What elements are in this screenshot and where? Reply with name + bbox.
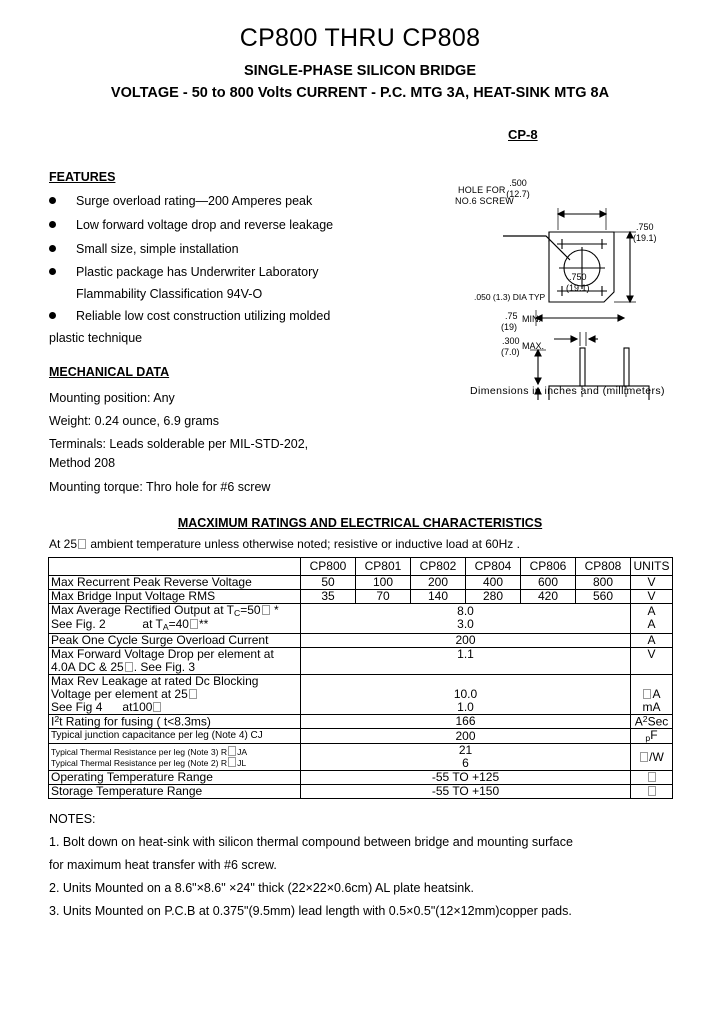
value-line: 1.0 <box>457 699 474 714</box>
bullet-icon <box>49 245 56 252</box>
table-row <box>49 771 673 785</box>
feature-label: Reliable low cost construction utilizing molded <box>76 309 331 323</box>
value-cell-merged: -55 TO +125 <box>301 771 631 785</box>
param-peak-one-cycle-surge-overload-current: Peak One Cycle Surge Overload Current <box>49 633 301 647</box>
superscript-2: 2 <box>54 713 60 724</box>
features-heading: FEATURES <box>49 170 116 184</box>
value-cell-merged: 200 <box>301 728 631 743</box>
column-header-units: UNITS <box>631 558 673 576</box>
subtitle-device-type: SINGLE-PHASE SILICON BRIDGE <box>243 63 477 79</box>
footnote-marker: ** <box>198 617 209 632</box>
package-label: CP-8 <box>508 127 538 142</box>
micro-symbol-icon <box>643 689 651 699</box>
param-line: Max Rev Leakage at rated Dc Blocking <box>51 673 259 688</box>
mechanical-line-1: Mounting position: Any <box>49 391 175 405</box>
page-title: CP800 THRU CP808 <box>239 24 481 52</box>
value-cell: 600 <box>521 576 576 590</box>
mechanical-line-2: Weight: 0.24 ounce, 6.9 grams <box>49 414 220 428</box>
feature-item-5 <box>49 309 419 323</box>
table-header-row <box>49 558 673 576</box>
table-row <box>49 728 673 743</box>
note-3: 3. Units Mounted on P.C.B at 0.375"(9.5mm) lead length with 0.5×0.5"(12×12mm)copper pads. <box>49 904 572 918</box>
value-cell-merged: 1.1 <box>301 647 631 674</box>
note-2: 2. Units Mounted on a 8.6"×8.6" ×24" thick (22×22×0.6cm) AL plate heatsink. <box>49 881 474 895</box>
param-text: I <box>51 713 55 728</box>
param-line <box>51 661 298 674</box>
bullet-icon <box>49 197 56 204</box>
param-text: Max Average Rectified Output at T <box>51 602 234 617</box>
param-max-bridge-input-voltage-rms: Max Bridge Input Voltage RMS <box>49 589 301 603</box>
param-operating-temperature-range: Operating Temperature Range <box>49 771 301 785</box>
spacer <box>303 675 628 688</box>
degree-symbol-icon <box>189 689 197 699</box>
param-line <box>51 701 298 714</box>
param-text: Voltage per element at 25 <box>51 686 188 701</box>
unit-text: Sec <box>647 713 669 728</box>
degree-symbol-icon <box>648 772 656 782</box>
unit-cell <box>631 785 673 799</box>
param-max-recurrent-peak-reverse-voltage: Max Recurrent Peak Reverse Voltage <box>49 576 301 590</box>
value-cell-merged <box>301 744 631 771</box>
feature-item-5-continued: plastic technique <box>49 331 143 345</box>
feature-label: Plastic package has Underwriter Laboratory <box>76 265 319 279</box>
param-text: t Rating for fusing ( t<8.3ms) <box>59 713 211 728</box>
feature-item-4-continued: Flammability Classification 94V-O <box>76 287 263 301</box>
notes-section <box>49 812 679 927</box>
mechanical-line-3: Terminals: Leads solderable per MIL-STD-202, <box>49 437 309 451</box>
bullet-icon <box>49 221 56 228</box>
param-text: at100 <box>122 699 153 714</box>
unit-text: F <box>650 727 658 742</box>
dim-right-height-mm: (19.1) <box>633 233 657 243</box>
param-text: Typical Thermal Resistance per leg (Note 3) R <box>51 747 228 758</box>
dim-right-height-inches: .750 <box>636 222 654 232</box>
param-typical-thermal-resistance <box>49 744 301 771</box>
value-line: 10.0 <box>453 686 478 701</box>
theta-symbol-icon <box>228 757 236 767</box>
table-row <box>49 744 673 771</box>
table-row <box>49 785 673 799</box>
table-row <box>49 647 673 674</box>
param-text: See Fig 4 <box>51 699 103 714</box>
param-line: Max Forward Voltage Drop per element at <box>51 646 274 661</box>
degree-symbol-icon <box>153 702 161 712</box>
degree-symbol-icon <box>125 662 133 672</box>
dim-bottom-width-inches: .750 <box>569 272 587 282</box>
feature-item-1 <box>49 194 419 208</box>
mechanical-line-5: Mounting torque: Thro hole for #6 screw <box>49 480 271 494</box>
subscript-a: A <box>162 622 169 633</box>
param-text: JA <box>237 747 248 758</box>
param-text: =40 <box>168 617 189 632</box>
value-cell: 200 <box>411 576 466 590</box>
mechanical-line-4: Method 208 <box>49 456 116 470</box>
unit-cell: V <box>631 647 673 674</box>
param-text: at T <box>142 617 163 632</box>
dim-lead-length-mm: (19) <box>501 322 518 332</box>
value-cell: 140 <box>411 589 466 603</box>
feature-item-2 <box>49 218 419 232</box>
ratings-section-title: MACXIMUM RATINGS AND ELECTRICAL CHARACTERISTICS <box>177 516 543 530</box>
value-line: 6 <box>462 756 469 771</box>
table-row <box>49 674 673 714</box>
param-text: . See Fig. 3 <box>133 659 196 674</box>
unit-line <box>633 688 670 701</box>
superscript-2: 2 <box>642 713 648 724</box>
dim-top-width-inches: .500 <box>509 178 527 188</box>
degree-symbol-icon <box>190 619 198 629</box>
subtitle-ratings-summary: VOLTAGE - 50 to 800 Volts CURRENT - P.C. MTG 3A, HEAT-SINK MTG 8A <box>110 85 610 101</box>
unit-cell <box>631 744 673 771</box>
unit-prefix: p <box>645 733 651 744</box>
value-cell-merged: 200 <box>301 633 631 647</box>
theta-symbol-icon <box>228 746 236 756</box>
column-header-cp806: CP806 <box>521 558 576 576</box>
header-blank <box>49 558 301 576</box>
param-text: =50 <box>240 602 261 617</box>
param-max-forward-voltage-drop <box>49 647 301 674</box>
value-cell: 800 <box>576 576 631 590</box>
column-header-cp802: CP802 <box>411 558 466 576</box>
note-1-line-1: 1. Bolt down on heat-sink with silicon thermal compound between bridge and mounting surface <box>49 835 573 849</box>
unit-line: A <box>647 617 656 632</box>
dim-bottom-width-mm: (19.1) <box>566 283 590 293</box>
value-cell: 560 <box>576 589 631 603</box>
unit-line: mA <box>642 699 661 714</box>
value-cell-merged <box>301 603 631 633</box>
subscript-c: C <box>234 608 241 619</box>
value-cell: 70 <box>356 589 411 603</box>
value-line: 3.0 <box>457 617 474 632</box>
param-typical-junction-capacitance: Typical junction capacitance per leg (Note 4) CJ <box>49 728 301 743</box>
callout-hole-line-1: HOLE FOR <box>458 185 506 195</box>
degree-symbol-icon <box>648 786 656 796</box>
ratings-table <box>48 557 673 799</box>
mechanical-data-heading: MECHANICAL DATA <box>49 365 170 379</box>
table-row <box>49 633 673 647</box>
bullet-icon <box>49 312 56 319</box>
value-cell-merged: -55 TO +150 <box>301 785 631 799</box>
unit-text: /W <box>649 749 664 764</box>
unit-cell: V <box>631 589 673 603</box>
value-cell-merged <box>301 674 631 714</box>
param-line <box>51 604 298 618</box>
column-header-cp800: CP800 <box>301 558 356 576</box>
conditions-prefix: At 25 <box>49 537 78 551</box>
feature-label: Surge overload rating—200 Amperes peak <box>76 194 313 208</box>
unit-cell <box>631 771 673 785</box>
unit-cell <box>631 728 673 743</box>
note-1-line-2: for maximum heat transfer with #6 screw. <box>49 858 277 872</box>
conditions-suffix: ambient temperature unless otherwise noted; resistive or inductive load at 60Hz . <box>90 537 520 551</box>
dim-body-height-qualifier: MAX. <box>522 341 545 351</box>
feature-item-3 <box>49 242 419 256</box>
value-cell: 100 <box>356 576 411 590</box>
dim-lead-length-inches: .75 <box>505 311 518 321</box>
param-line <box>51 757 298 768</box>
unit-cell <box>631 603 673 633</box>
unit-cell: A <box>631 633 673 647</box>
param-max-rev-leakage <box>49 674 301 714</box>
value-cell: 280 <box>466 589 521 603</box>
unit-text: A <box>634 713 643 728</box>
value-line: 21 <box>458 743 473 758</box>
param-text: See Fig. 2 <box>51 617 106 632</box>
param-text: 4.0A DC & 25 <box>51 659 124 674</box>
table-row <box>49 589 673 603</box>
param-text: Typical Thermal Resistance per leg (Note 2) R <box>51 758 228 769</box>
unit-cell: V <box>631 576 673 590</box>
dim-body-height-inches: .300 <box>502 336 520 346</box>
column-header-cp801: CP801 <box>356 558 411 576</box>
value-cell: 35 <box>301 589 356 603</box>
dim-top-width-mm: (12.7) <box>506 189 530 199</box>
table-row <box>49 603 673 633</box>
table-row <box>49 714 673 728</box>
notes-heading: NOTES: <box>49 812 96 826</box>
footnote-marker: * <box>273 602 279 617</box>
param-i2t-rating-for-fusing <box>49 714 301 728</box>
value-line: 8.0 <box>457 604 474 619</box>
param-max-average-rectified-output <box>49 603 301 633</box>
param-line <box>51 618 298 632</box>
value-cell-merged: 166 <box>301 714 631 728</box>
param-storage-temperature-range: Storage Temperature Range <box>49 785 301 799</box>
unit-cell <box>631 714 673 728</box>
drawing-caption: Dimensions in inches and (millimeters) <box>470 385 665 397</box>
value-cell: 420 <box>521 589 576 603</box>
feature-label: Low forward voltage drop and reverse leakage <box>76 218 334 232</box>
column-header-cp808: CP808 <box>576 558 631 576</box>
degree-symbol-icon <box>78 539 86 549</box>
table-row <box>49 576 673 590</box>
degree-symbol-icon <box>640 752 648 762</box>
unit-cell <box>631 674 673 714</box>
column-header-cp804: CP804 <box>466 558 521 576</box>
param-text: JL <box>237 758 247 769</box>
unit-line: A <box>647 604 656 619</box>
callout-hole-line-2: NO.6 SCREW <box>455 196 515 206</box>
dim-body-height-mm: (7.0) <box>501 347 520 357</box>
param-line <box>51 746 298 757</box>
bullet-icon <box>49 268 56 275</box>
dim-lead-diameter: .050 (1.3) DIA TYP <box>474 292 546 302</box>
feature-item-4 <box>49 265 419 279</box>
degree-symbol-icon <box>262 605 270 615</box>
unit-text: A <box>652 686 661 701</box>
value-cell: 50 <box>301 576 356 590</box>
dim-lead-length-qualifier: MIN. <box>522 314 541 324</box>
ratings-conditions <box>49 537 520 551</box>
feature-label: Small size, simple installation <box>76 242 239 256</box>
value-cell: 400 <box>466 576 521 590</box>
